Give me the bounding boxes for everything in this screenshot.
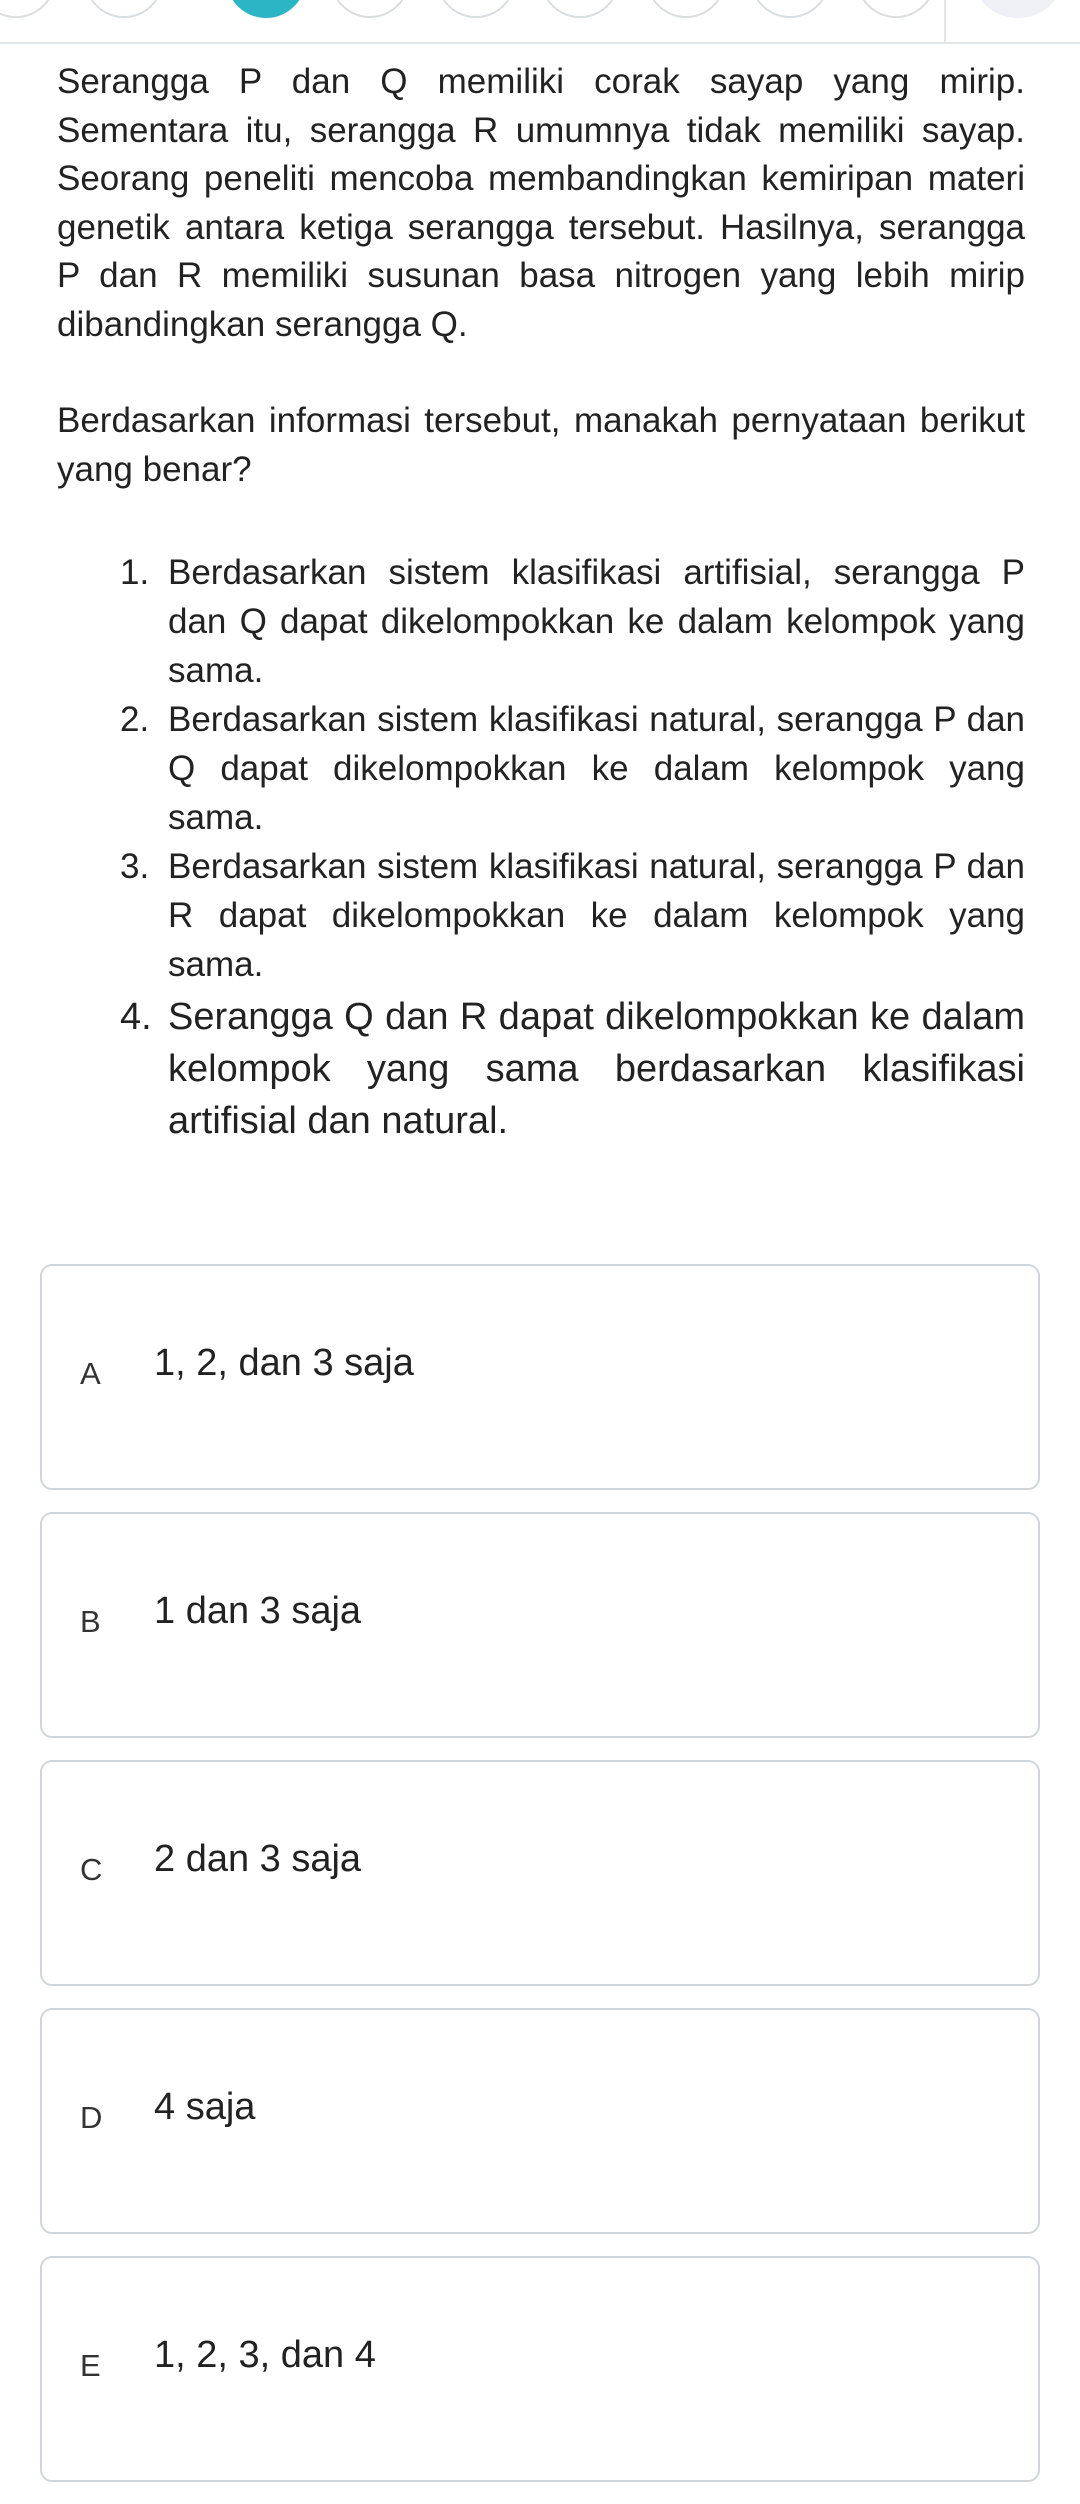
option-text: 1, 2, dan 3 saja <box>154 1342 414 1384</box>
option-text: 4 saja <box>154 2086 256 2128</box>
question-number-button[interactable] <box>646 0 726 18</box>
statement-text: Berdasarkan sistem klasifikasi natural, serangga P dan R dapat dikelompokkan ke dalam kelompok yang sama. <box>168 847 1025 984</box>
statement-item <box>120 695 1025 842</box>
statement-number: 3. <box>120 847 150 886</box>
question-paragraph: Serangga P dan Q memiliki corak sayap yang mirip. Sementara itu, serangga R umumnya tidak memiliki sayap. Seorang peneliti mencoba membandingkan kemiripan materi genetik antara ketiga serangga tersebut. Hasilnya, serangga P dan R memiliki susunan basa nitrogen yang lebih mirip dibandingkan serangga Q. <box>57 62 1025 344</box>
question-prompt: Berdasarkan informasi tersebut, manakah pernyataan berikut yang benar? <box>57 401 1025 489</box>
option-a-button[interactable] <box>40 1264 1040 1490</box>
option-text: 1 dan 3 saja <box>154 1590 362 1632</box>
option-letter: C <box>80 1852 103 1887</box>
statement-text: Berdasarkan sistem klasifikasi natural, serangga P dan Q dapat dikelompokkan ke dalam kelompok yang sama. <box>168 700 1025 837</box>
question-body <box>57 58 1025 1147</box>
statement-number: 4. <box>120 996 152 1038</box>
current-question-button[interactable] <box>226 0 306 18</box>
statement-item <box>120 991 1025 1147</box>
nav-more-button[interactable] <box>974 0 1062 18</box>
statement-item <box>120 842 1025 989</box>
question-number-button[interactable] <box>856 0 936 18</box>
statement-list <box>57 548 1025 1147</box>
option-b-button[interactable] <box>40 1512 1040 1738</box>
statement-item <box>120 548 1025 695</box>
option-e-button[interactable] <box>40 2256 1040 2482</box>
question-number-button[interactable] <box>84 0 164 18</box>
question-navigator <box>0 0 1080 44</box>
question-number-button[interactable] <box>0 0 56 18</box>
option-text: 2 dan 3 saja <box>154 1838 362 1880</box>
option-letter: B <box>80 1604 101 1639</box>
option-letter: E <box>80 2348 101 2383</box>
question-number-button[interactable] <box>540 0 620 18</box>
option-d-button[interactable] <box>40 2008 1040 2234</box>
nav-divider <box>944 0 946 42</box>
answer-options <box>40 1264 1040 2504</box>
option-letter: D <box>80 2100 103 2135</box>
option-letter: A <box>80 1356 101 1391</box>
statement-number: 2. <box>120 700 150 739</box>
statement-text: Serangga Q dan R dapat dikelompokkan ke dalam kelompok yang sama berdasarkan klasifikasi artifisial dan natural. <box>168 996 1025 1142</box>
option-c-button[interactable] <box>40 1760 1040 1986</box>
option-text: 1, 2, 3, dan 4 <box>154 2334 376 2376</box>
statement-text: Berdasarkan sistem klasifikasi artifisial, serangga P dan Q dapat dikelompokkan ke dalam kelompok yang sama. <box>168 553 1025 690</box>
question-number-button[interactable] <box>750 0 830 18</box>
question-number-button[interactable] <box>330 0 410 18</box>
statement-number: 1. <box>120 553 150 592</box>
question-number-button[interactable] <box>436 0 516 18</box>
